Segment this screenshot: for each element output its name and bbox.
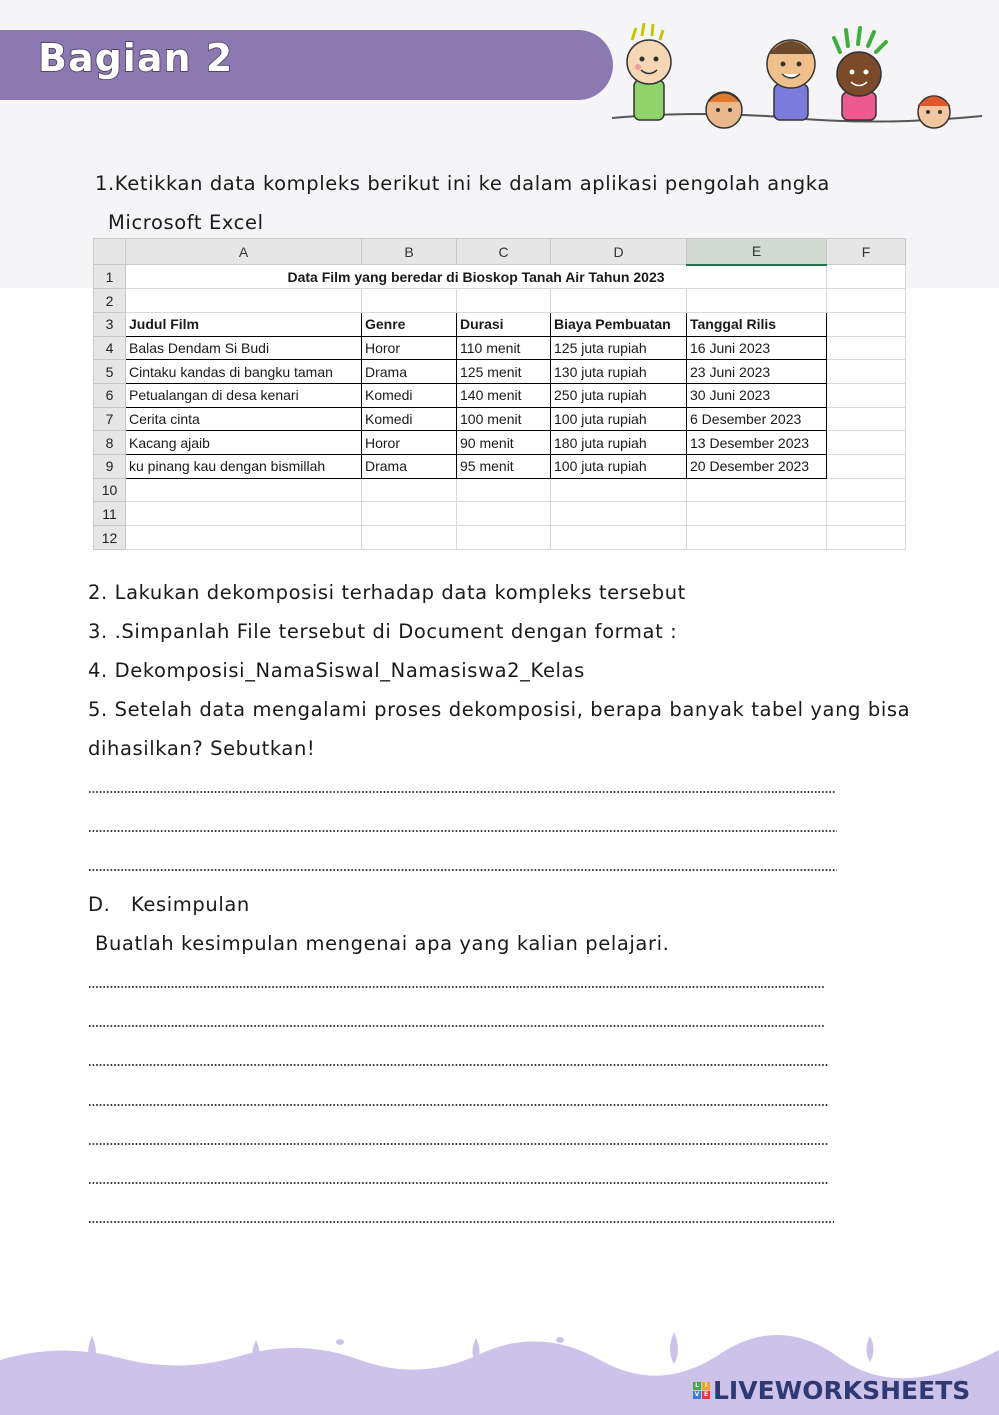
answer-line[interactable] xyxy=(88,869,837,871)
cell xyxy=(457,289,551,313)
excel-spreadsheet xyxy=(93,238,906,550)
cell-judul: ku pinang kau dengan bismillah xyxy=(126,455,362,479)
kid-4-icon xyxy=(834,28,886,120)
cell-biaya: 130 juta rupiah xyxy=(551,360,687,384)
select-all-corner xyxy=(94,239,126,265)
row-number: 12 xyxy=(94,526,126,550)
cell xyxy=(126,289,362,313)
conclusion-line[interactable] xyxy=(88,986,824,988)
cell-genre: Komedi xyxy=(362,384,457,408)
column-letter: D xyxy=(551,239,687,265)
table-row xyxy=(94,431,906,455)
row-number: 3 xyxy=(94,313,126,337)
section-d-heading: Kesimpulan xyxy=(131,893,250,916)
cell xyxy=(827,336,906,360)
cell xyxy=(362,289,457,313)
table-row xyxy=(94,336,906,360)
cell-biaya: 180 juta rupiah xyxy=(551,431,687,455)
logo-letter: E xyxy=(703,1391,709,1398)
conclusion-line[interactable] xyxy=(88,1064,828,1066)
cell xyxy=(827,455,906,479)
conclusion-line[interactable] xyxy=(88,1104,828,1106)
cell-biaya: 250 juta rupiah xyxy=(551,384,687,408)
answer-line[interactable] xyxy=(88,830,837,832)
conclusion-line[interactable] xyxy=(88,1221,834,1223)
cell xyxy=(687,502,827,526)
children-illustration xyxy=(612,22,982,132)
cell xyxy=(126,502,362,526)
column-letter: A xyxy=(126,239,362,265)
instruction-1-line-2: Microsoft Excel xyxy=(108,211,264,234)
column-header-row xyxy=(94,239,906,265)
cell xyxy=(457,526,551,550)
row-number: 11 xyxy=(94,502,126,526)
sheet-row xyxy=(94,478,906,502)
cell-genre: Horor xyxy=(362,336,457,360)
cell-tanggal: 20 Desember 2023 xyxy=(687,455,827,479)
sheet-row xyxy=(94,526,906,550)
cell-durasi: 90 menit xyxy=(457,431,551,455)
kid-2-icon xyxy=(706,92,742,128)
table-row xyxy=(94,384,906,408)
cell-judul: Cerita cinta xyxy=(126,407,362,431)
cell-durasi: 140 menit xyxy=(457,384,551,408)
cell-judul: Kacang ajaib xyxy=(126,431,362,455)
section-d-letter: D. xyxy=(88,893,111,916)
sheet-row xyxy=(94,265,906,289)
cell xyxy=(827,478,906,502)
instruction-5-line-1: 5. Setelah data mengalami proses dekomposisi, berapa banyak tabel yang bisa xyxy=(88,698,911,721)
header-cell: Biaya Pembuatan xyxy=(551,313,687,337)
row-number: 9 xyxy=(94,455,126,479)
cell xyxy=(457,502,551,526)
cell xyxy=(687,478,827,502)
cell-tanggal: 16 Juni 2023 xyxy=(687,336,827,360)
row-number: 5 xyxy=(94,360,126,384)
section-title: Bagian 2 xyxy=(38,36,234,80)
cell xyxy=(827,313,906,337)
cell-genre: Drama xyxy=(362,360,457,384)
cell xyxy=(126,526,362,550)
sheet-row xyxy=(94,502,906,526)
cell xyxy=(827,407,906,431)
table-title-cell: Data Film yang beredar di Bioskop Tanah Air Tahun 2023 xyxy=(126,265,827,289)
cell-genre: Drama xyxy=(362,455,457,479)
table-row xyxy=(94,455,906,479)
row-number: 6 xyxy=(94,384,126,408)
row-number: 1 xyxy=(94,265,126,289)
cell-tanggal: 6 Desember 2023 xyxy=(687,407,827,431)
cell-tanggal: 30 Juni 2023 xyxy=(687,384,827,408)
brand-name: LIVEWORKSHEETS xyxy=(713,1376,971,1405)
cell xyxy=(687,289,827,313)
header-cell: Durasi xyxy=(457,313,551,337)
cell-durasi: 125 menit xyxy=(457,360,551,384)
instruction-4: 4. Dekomposisi_NamaSiswal_Namasiswa2_Kelas xyxy=(88,659,585,682)
cell xyxy=(126,478,362,502)
row-number: 7 xyxy=(94,407,126,431)
sheet-header-row xyxy=(94,313,906,337)
conclusion-line[interactable] xyxy=(88,1025,824,1027)
column-letter: E xyxy=(687,239,827,265)
row-number: 2 xyxy=(94,289,126,313)
logo-letter: V xyxy=(694,1391,700,1398)
cell-durasi: 100 menit xyxy=(457,407,551,431)
cell xyxy=(827,265,906,289)
brand-icon xyxy=(693,1382,710,1399)
kid-1-icon xyxy=(627,23,671,120)
cell xyxy=(687,526,827,550)
cell-biaya: 125 juta rupiah xyxy=(551,336,687,360)
kid-5-icon xyxy=(918,96,950,128)
conclusion-line[interactable] xyxy=(88,1143,828,1145)
header-cell: Tanggal Rilis xyxy=(687,313,827,337)
column-letter: B xyxy=(362,239,457,265)
cell-durasi: 110 menit xyxy=(457,336,551,360)
cell xyxy=(551,502,687,526)
cell-tanggal: 13 Desember 2023 xyxy=(687,431,827,455)
cell xyxy=(362,478,457,502)
cell xyxy=(827,360,906,384)
header-cell: Judul Film xyxy=(126,313,362,337)
cell xyxy=(827,384,906,408)
row-number: 8 xyxy=(94,431,126,455)
cell xyxy=(551,289,687,313)
instruction-3: 3. .Simpanlah File tersebut di Document dengan format : xyxy=(88,620,678,643)
row-number: 10 xyxy=(94,478,126,502)
section-d-prompt: Buatlah kesimpulan mengenai apa yang kalian pelajari. xyxy=(95,932,670,955)
logo-letter: I xyxy=(702,1382,710,1390)
sheet-row xyxy=(94,289,906,313)
cell xyxy=(551,478,687,502)
cell xyxy=(362,502,457,526)
cell-judul: Petualangan di desa kenari xyxy=(126,384,362,408)
cell-judul: Cintaku kandas di bangku taman xyxy=(126,360,362,384)
cell xyxy=(827,526,906,550)
cell xyxy=(827,502,906,526)
logo-letter: L xyxy=(693,1382,701,1390)
instruction-5-line-2: dihasilkan? Sebutkan! xyxy=(88,737,316,760)
cell xyxy=(457,478,551,502)
cell xyxy=(551,526,687,550)
cell-genre: Horor xyxy=(362,431,457,455)
cell xyxy=(827,431,906,455)
cell-biaya: 100 juta rupiah xyxy=(551,407,687,431)
table-row xyxy=(94,407,906,431)
row-number: 4 xyxy=(94,336,126,360)
cell-biaya: 100 juta rupiah xyxy=(551,455,687,479)
cell-judul: Balas Dendam Si Budi xyxy=(126,336,362,360)
cell-durasi: 95 menit xyxy=(457,455,551,479)
column-letter: F xyxy=(827,239,906,265)
answer-line[interactable] xyxy=(88,791,835,793)
instruction-1-line-1: 1.Ketikkan data kompleks berikut ini ke dalam aplikasi pengolah angka xyxy=(95,172,830,195)
cell-tanggal: 23 Juni 2023 xyxy=(687,360,827,384)
cell xyxy=(827,289,906,313)
table-row xyxy=(94,360,906,384)
instruction-2: 2. Lakukan dekomposisi terhadap data kompleks tersebut xyxy=(88,581,686,604)
kid-3-icon xyxy=(767,40,815,120)
header-cell: Genre xyxy=(362,313,457,337)
cell-genre: Komedi xyxy=(362,407,457,431)
cell xyxy=(362,526,457,550)
conclusion-line[interactable] xyxy=(88,1182,828,1184)
column-letter: C xyxy=(457,239,551,265)
liveworksheets-logo xyxy=(693,1376,970,1405)
